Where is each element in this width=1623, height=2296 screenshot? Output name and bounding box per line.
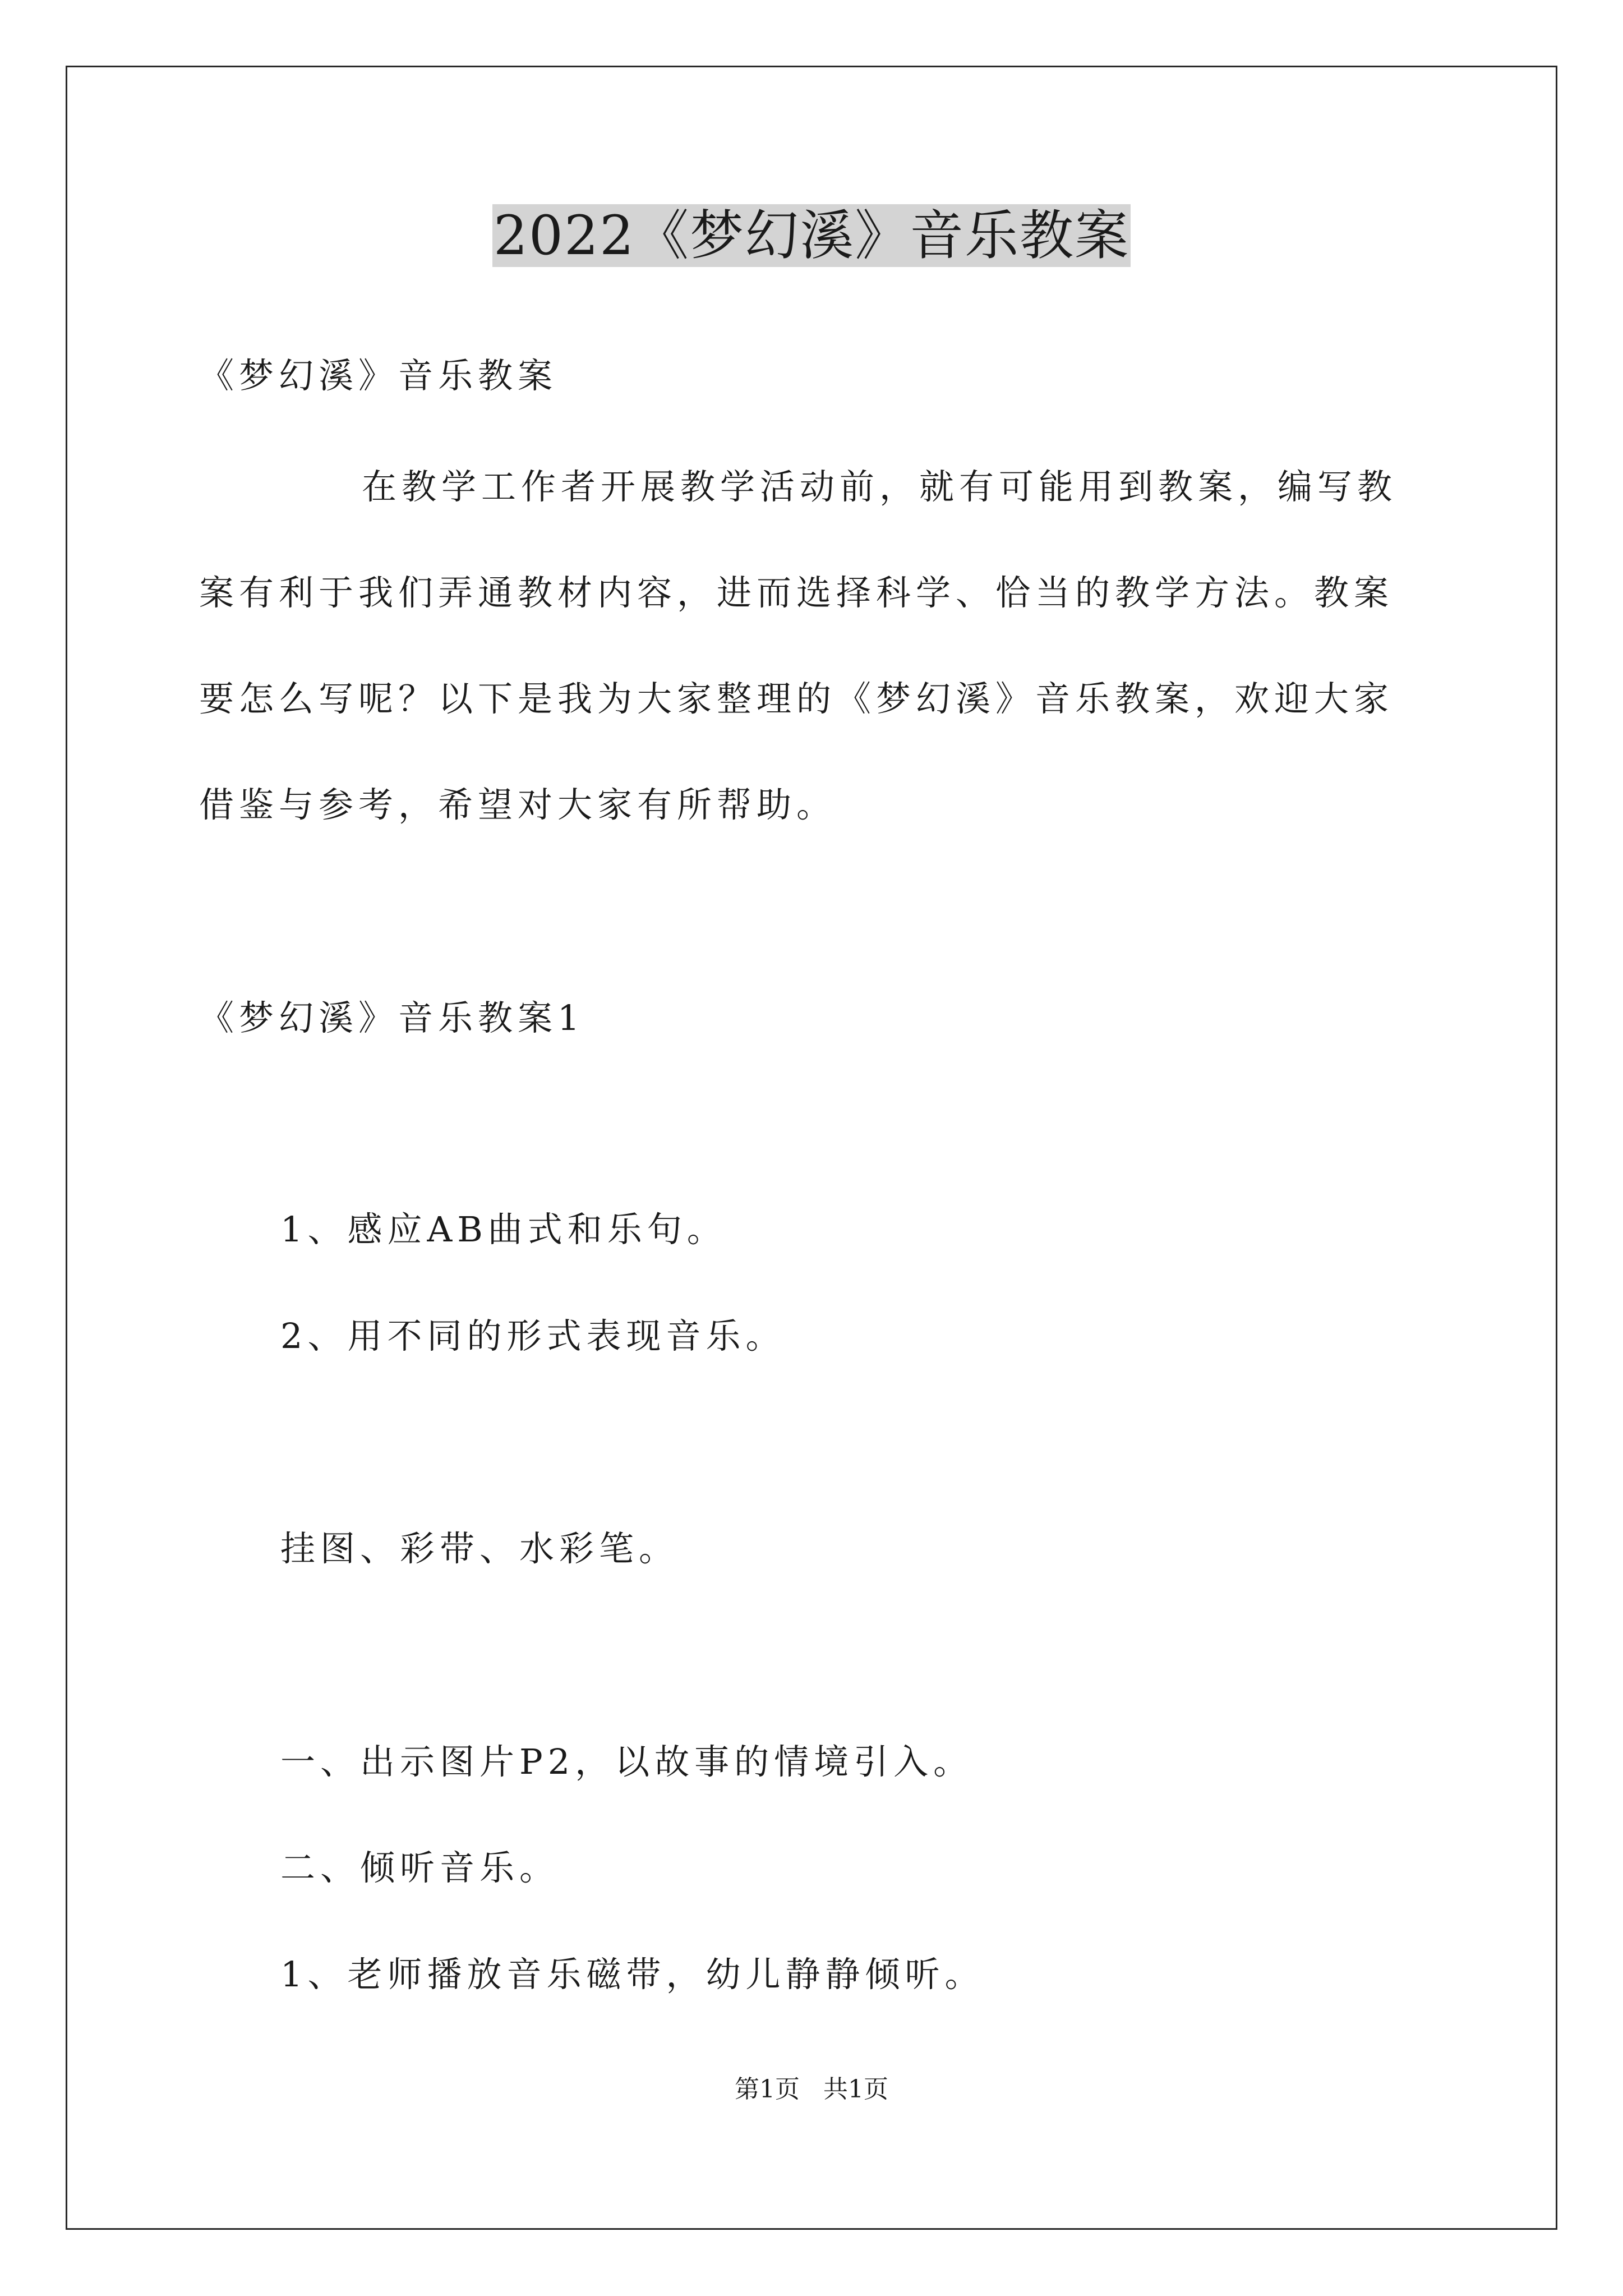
document-title: 2022《梦幻溪》音乐教案 <box>493 204 1130 267</box>
intro-line-1: 在教学工作者开展教学活动前，就有可能用到教案，编写教 <box>362 466 1398 507</box>
page-number-footer: 第1页 共1页 <box>735 2075 888 2104</box>
goal-item-2: 2、用不同的形式表现音乐。 <box>280 1315 786 1356</box>
intro-line-3: 要怎么写呢？以下是我为大家整理的《梦幻溪》音乐教案，欢迎大家 <box>199 678 1394 719</box>
subtitle: 《梦幻溪》音乐教案 <box>199 355 558 396</box>
process-item-2: 二、倾听音乐。 <box>280 1847 560 1888</box>
process-item-3: 1、老师播放音乐磁带，幼儿静静倾听。 <box>280 1954 985 1995</box>
goal-item-1: 1、感应AB曲式和乐句。 <box>280 1209 727 1250</box>
intro-line-2: 案有利于我们弄通教材内容，进而选择科学、恰当的教学方法。教案 <box>199 572 1394 613</box>
intro-line-4: 借鉴与参考，希望对大家有所帮助。 <box>199 784 837 825</box>
materials: 挂图、彩带、水彩笔。 <box>280 1528 679 1569</box>
section-heading: 《梦幻溪》音乐教案1 <box>199 997 585 1038</box>
process-item-1: 一、出示图片P2，以故事的情境引入。 <box>280 1741 974 1782</box>
